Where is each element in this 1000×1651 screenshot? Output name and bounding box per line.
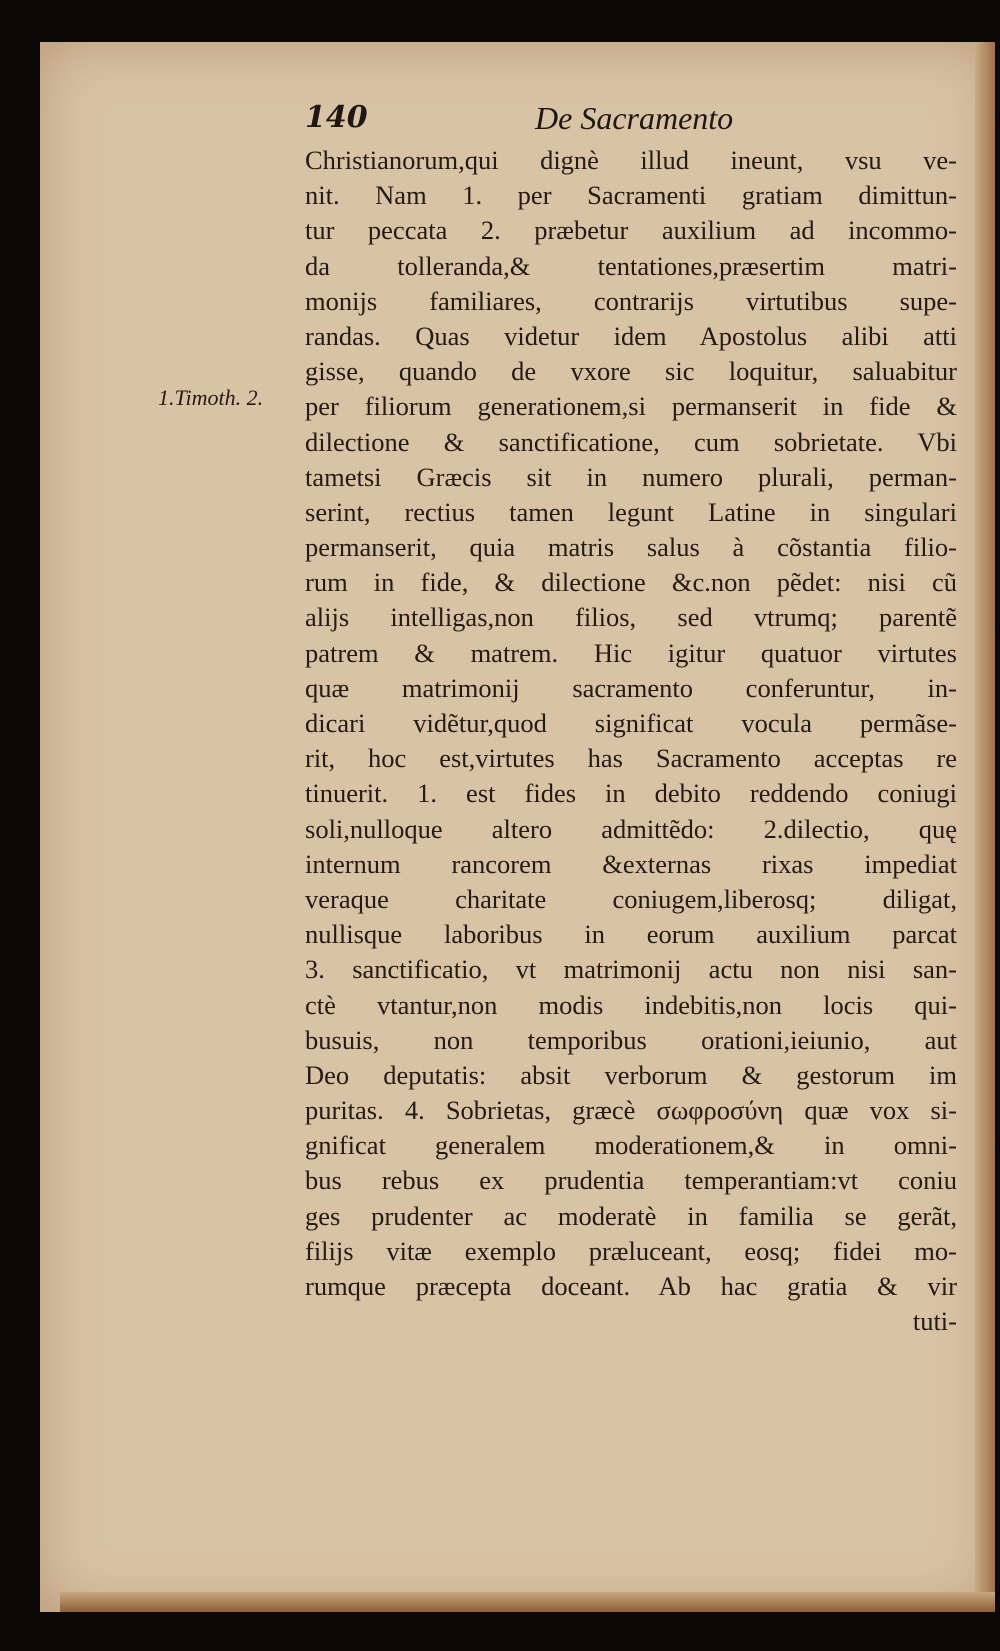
text-line: puritas. 4. Sobrietas, græcè σωφροσύνη quæ vox si- <box>305 1095 957 1126</box>
text-line: tametsi Græcis sit in numero plurali, perman- <box>305 461 957 492</box>
text-line: rumque præcepta doceant. Ab hac gratia & vir <box>305 1271 957 1301</box>
text-line: alijs intelligas,non filios, sed vtrumq; parentẽ <box>305 602 957 633</box>
text-line: quæ matrimonij sacramento conferuntur, in- <box>305 672 957 703</box>
text-line: ges prudenter ac moderatè in familia se gerãt, <box>305 1200 957 1231</box>
text-line: 3. sanctificatio, vt matrimonij actu non nisi san- <box>305 954 957 985</box>
page-edge-bottom <box>60 1592 995 1612</box>
text-line: gnificat generalem moderationem,& in omni- <box>305 1130 957 1161</box>
text-line: monijs familiares, contrarijs virtutibus supe- <box>305 285 957 316</box>
text-line: tinuerit. 1. est fides in debito reddendo coniugi <box>305 778 957 809</box>
text-line: permanserit, quia matris salus à cõstantia filio- <box>305 532 957 563</box>
text-line: veraque charitate coniugem,liberosq; diligat, <box>305 883 957 914</box>
text-line: serint, rectius tamen legunt Latine in singulari <box>305 496 957 527</box>
text-line: dilectione & sanctificatione, cum sobrietate. Vbi <box>305 426 957 457</box>
text-line: tur peccata 2. præbetur auxilium ad incommo- <box>305 215 957 246</box>
text-line: Christianorum,qui dignè illud ineunt, vsu ve- <box>305 145 957 175</box>
text-line: rum in fide, & dilectione &c.non pẽdet: nisi cũ <box>305 567 957 598</box>
text-line: filijs vitæ exemplo præluceant, eosq; fidei mo- <box>305 1235 957 1266</box>
text-line: nit. Nam 1. per Sacramenti gratiam dimittun- <box>305 180 957 211</box>
text-line: bus rebus ex prudentia temperantiam:vt coniu <box>305 1165 957 1196</box>
text-line: ctè vtantur,non modis indebitis,non locis qui- <box>305 989 957 1020</box>
catchword: tuti- <box>912 1306 957 1337</box>
text-line: busuis, non temporibus orationi,ieiunio, aut <box>305 1024 957 1055</box>
text-line: internum rancorem &externas rixas impediat <box>305 848 957 879</box>
text-line: per filiorum generationem,si permanserit in fide & <box>305 391 957 422</box>
marginal-note: 1.Timoth. 2. <box>158 385 264 410</box>
text-line: Deo deputatis: absit verborum & gestorum im <box>305 1059 957 1090</box>
page-edge-right <box>975 42 995 1612</box>
text-line: dicari vidẽtur,quod significat vocula permãse- <box>305 708 957 738</box>
text-line: soli,nulloque altero admittẽdo: 2.dilectio, quę <box>305 813 957 844</box>
text-line: patrem & matrem. Hic igitur quatuor virtutes <box>305 637 957 668</box>
page-header <box>305 100 955 146</box>
text-line: gisse, quando de vxore sic loquitur, saluabitur <box>305 356 957 387</box>
text-body <box>305 143 957 1339</box>
text-line: da tolleranda,& tentationes,præsertim matri- <box>305 250 957 281</box>
text-line: rit, hoc est,virtutes has Sacramento acceptas re <box>305 743 957 774</box>
running-head: De Sacramento <box>535 100 734 136</box>
text-line: randas. Quas videtur idem Apostolus alibi atti <box>305 320 957 351</box>
page-number: 140 <box>305 100 368 135</box>
text-line: nullisque laboribus in eorum auxilium parcat <box>305 919 957 950</box>
